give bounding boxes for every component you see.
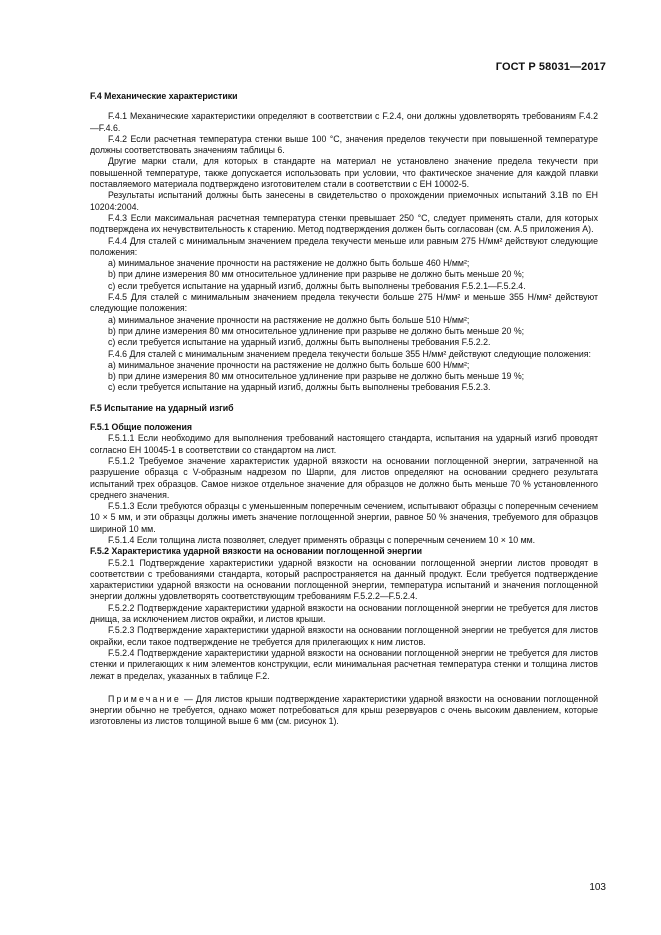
- subsection-f51-title: F.5.1 Общие положения: [90, 422, 193, 433]
- list-item: b) при длине измерения 80 мм относительное удлинение при разрыве не должно быть меньше 20 %;: [108, 325, 525, 336]
- paragraph: F.5.1.1 Если необходимо для выполнения требований настоящего стандарта, испытания на ударный изгиб проводят согласно ЕН 10045-1 в соответствии со стандартом на лист.: [90, 433, 598, 455]
- paragraph: F.5.2.2 Подтверждение характеристики ударной вязкости на основании поглощенной энергии не требуется для листов днища, за исключением листов окрайки, и листов крыши.: [90, 602, 598, 625]
- section-f4-title: F.4 Механические характеристики: [90, 91, 238, 101]
- page-number: 103: [589, 882, 606, 893]
- paragraph: F.4.3 Если максимальная расчетная температура стенки превышает 250 °С, следует применять стали, для которых подтверждена их нечувствительность к старению. Метод подтверждения должен быть согласован (см. А.5 приложения А).: [90, 212, 598, 235]
- list-item: c) если требуется испытание на ударный изгиб, должны быть выполнены требования F.5.2.3.: [108, 382, 491, 393]
- paragraph: F.4.6 Для сталей с минимальным значением предела текучести больше 355 Н/мм² действуют следующие положения:: [108, 348, 591, 359]
- subsection-f52-title: F.5.2 Характеристика ударной вязкости на основании поглощенной энергии: [90, 546, 423, 557]
- list-item: a) минимальное значение прочности на растяжение не должно быть больше 510 Н/мм²;: [108, 314, 470, 325]
- list-item: c) если требуется испытание на ударный изгиб, должны быть выполнены требования F.5.2.1—F.5.2.4.: [108, 280, 526, 291]
- section-f5-title: F.5 Испытание на ударный изгиб: [90, 402, 234, 413]
- paragraph: F.4.5 Для сталей с минимальным значением предела текучести больше 275 Н/мм² и меньше 355 Н/мм² действуют следующие положения:: [90, 292, 598, 314]
- paragraph: F.4.4 Для сталей с минимальным значением предела текучести меньше или равным 275 Н/мм² действуют следующие положения:: [90, 235, 598, 257]
- list-item: b) при длине измерения 80 мм относительное удлинение при разрыве не должно быть меньше 20 %;: [108, 269, 525, 280]
- paragraph: F.5.1.4 Если толщина листа позволяет, следует применять образцы с поперечным сечением 10 × 10 мм.: [108, 534, 536, 545]
- paragraph: F.5.2.3 Подтверждение характеристики ударной вязкости на основании поглощенной энергии не требуется для листов окрайки, если такое подтверждение не требуется для прилегающих к ним листов.: [90, 625, 598, 647]
- paragraph: F.5.1.3 Если требуются образцы с уменьшенным поперечным сечением, испытывают образцы с поперечным сечением 10 × 5 мм, и эти образцы должны иметь значение поглощенной энергии, равное 50 % значения, требуемого для образцов шириной 10 мм.: [90, 501, 598, 534]
- note: [90, 694, 598, 728]
- paragraph: F.5.2.4 Подтверждение характеристики ударной вязкости на основании поглощенной энергии не требуется для листов стенки и прилегающих к ним элементов конструкции, если минимальная расчетная температура стенки и толщина листов лежат в пределах, указанных в таблице F.2.: [90, 647, 598, 681]
- list-item: a) минимальное значение прочности на растяжение не должно быть больше 600 Н/мм²;: [108, 359, 470, 370]
- document-code: ГОСТ Р 58031—2017: [495, 61, 606, 73]
- paragraph: F.5.2.1 Подтверждение характеристики ударной вязкости на основании поглощенной энергии листов проводят в соответствии с требованиями стандарта, который распространяется на данный продукт. Если требуется подтверждение характеристики ударной вязкости на основании поглощенной энергии, температура испытаний и значения поглощенной энергии должны удовлетворять соответствующим требованиям F.5.2.2—F.5.2.4.: [90, 557, 598, 602]
- list-item: a) минимальное значение прочности на растяжение не должно быть больше 460 Н/мм²;: [108, 258, 470, 269]
- document-body: [90, 91, 598, 728]
- list-item: c) если требуется испытание на ударный изгиб, должны быть выполнены требования F.5.2.2.: [108, 337, 491, 348]
- note-label: Примечание: [108, 693, 181, 704]
- list-item: b) при длине измерения 80 мм относительное удлинение при разрыве не должно быть меньше 19 %;: [108, 371, 525, 382]
- paragraph: Другие марки стали, для которых в стандарте на материал не установлено значение предела текучести при повышенной температуре, также допускается использовать при условии, что фактическое значение для каждой плавки поставляемого материала подтверждено изготовителем стали в соответствии с ЕН 10002-5.: [90, 156, 598, 190]
- paragraph: F.5.1.2 Требуемое значение характеристик ударной вязкости на основании поглощенной энергии, затраченной на разрушение образца с V-образным надрезом по Шарпи, для листов определяют на основании среднего результата испытаний трех образцов. Самое низкое отдельное значение для образцов не должно быть меньше 70 % установленного среднего значения.: [90, 455, 598, 500]
- paragraph: F.4.1 Механические характеристики определяют в соответствии с F.2.4, они должны удовлетворять требованиям F.4.2—F.4.6.: [90, 111, 598, 133]
- paragraph: Результаты испытаний должны быть занесены в свидетельство о прохождении приемочных испытаний 3.1В по ЕН 10204:2004.: [90, 190, 598, 212]
- paragraph: F.4.2 Если расчетная температура стенки выше 100 °С, значения пределов текучести при повышенной температуре должны соответствовать значениям таблицы 6.: [90, 133, 598, 156]
- note-text: — Для листов крыши подтверждение характеристики ударной вязкости на основании поглощенной энергии обычно не требуется, однако может потребоваться для крыш резервуаров с очень высоким давлением, которые изготовлены из листов толщиной выше 6 мм (см. рисунок 1).: [90, 693, 598, 727]
